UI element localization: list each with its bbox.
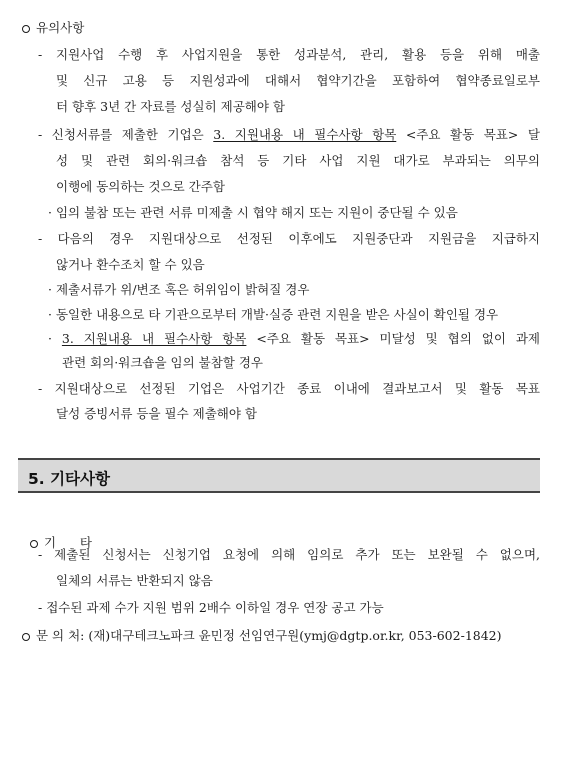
etc-heading: 기 타 (22, 519, 92, 551)
circle-bullet-icon (22, 633, 30, 641)
note-item-3-sub-1: · 제출서류가 위/변조 혹은 허위임이 밝혀질 경우 (48, 282, 310, 297)
etc-item-1-line-1: - 제출된 신청서는 신청기업 요청에 의해 임의로 추가 또는 보완될 수 없으며, (38, 547, 540, 562)
notes-heading: 유의사항 (22, 20, 84, 36)
note-item-2-sub: · 임의 불참 또는 관련 서류 미제출 시 협약 해지 또는 지원이 중단될 수 있음 (48, 205, 458, 220)
etc-item-2: - 접수된 과제 수가 지원 범위 2배수 이하일 경우 연장 공고 가능 (38, 600, 384, 615)
note-item-3-sub-3-line-1: · 3. 지원내용 내 필수사항 항목 <주요 활동 목표> 미달성 및 협의 없이 과제 (48, 331, 540, 346)
note-item-3-sub-3-line-2: 관련 회의·워크숍을 임의 불참할 경우 (62, 355, 263, 370)
note-item-1-line-1: - 지원사업 수행 후 사업지원을 통한 성과분석, 관리, 활용 등을 위해 매출 (38, 47, 540, 62)
note-item-2-line-1: - 신청서류를 제출한 기업은 3. 지원내용 내 필수사항 항목 <주요 활동 목표> 달 (38, 127, 540, 142)
section-5-title: 5. 기타사항 (28, 470, 110, 488)
circle-bullet-icon (30, 540, 38, 548)
note-item-2-line-2: 성 및 관련 회의·워크숍 참석 등 기타 사업 지원 대가로 부과되는 의무의 (56, 153, 540, 168)
etc-item-1-line-2: 일체의 서류는 반환되지 않음 (56, 573, 213, 588)
note-item-1-line-3: 터 향후 3년 간 자료를 성실히 제공해야 함 (56, 99, 285, 114)
note-item-2-line-3: 이행에 동의하는 것으로 간주함 (56, 179, 225, 194)
contact-line: 문 의 처: (재)대구테크노파크 윤민정 선임연구원(ymj@dgtp.or.kr, 053-602-1842) (22, 628, 502, 644)
note-item-1-line-2: 및 신규 고용 등 지원성과에 대해서 협약기간을 포함하여 협약종료일로부 (56, 73, 540, 88)
note-item-3-line-2: 않거나 환수조치 할 수 있음 (56, 257, 205, 272)
note-item-3-sub-2: · 동일한 내용으로 타 기관으로부터 개발·실증 관련 지원을 받은 사실이 확인될 경우 (48, 307, 499, 322)
required-items-reference: 3. 지원내용 내 필수사항 항목 (61, 331, 247, 346)
required-items-reference: 3. 지원내용 내 필수사항 항목 (213, 127, 397, 142)
note-item-3-line-1: - 다음의 경우 지원대상으로 선정된 이후에도 지원중단과 지원금을 지급하지 (38, 231, 540, 246)
note-item-4-line-1: - 지원대상으로 선정된 기업은 사업기간 종료 이내에 결과보고서 및 활동 목표 (38, 381, 540, 396)
section-5-header (18, 458, 540, 493)
note-item-4-line-2: 달성 증빙서류 등을 필수 제출해야 함 (56, 406, 257, 421)
circle-bullet-icon (22, 25, 30, 33)
